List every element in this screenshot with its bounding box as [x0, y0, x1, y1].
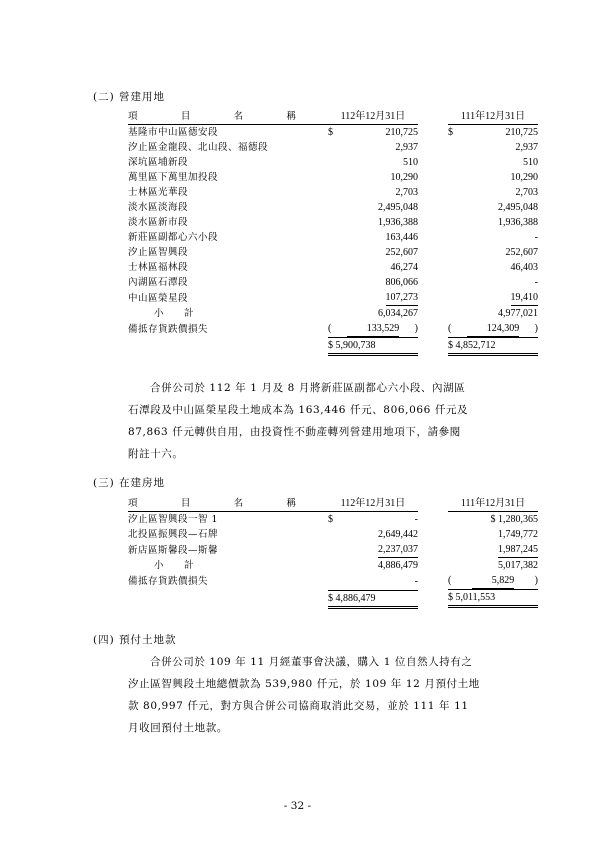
- paragraph-line: 附註十六。: [128, 448, 184, 460]
- value-2022: 2,703: [515, 187, 538, 198]
- value-2023: 252,607: [385, 247, 418, 258]
- table-row: [128, 290, 538, 306]
- allowance-2022: 124,309: [467, 321, 520, 337]
- value-2022: 1,936,388: [498, 217, 538, 228]
- row-label: 北投區振興段—石牌: [128, 529, 219, 540]
- table-row: 汐止區智興段一智 1 $ - $ 1,280,365: [128, 512, 538, 528]
- prepayment-note: [128, 651, 538, 739]
- section-2-title: (二) 營建用地: [93, 91, 166, 103]
- value-2023: 1,936,388: [378, 217, 418, 228]
- table-row: [128, 140, 538, 155]
- subtotal-label: 小 計: [154, 560, 195, 571]
- table-row: [128, 260, 538, 275]
- col-2023-header: 112年12月31日: [328, 495, 418, 512]
- table-header: [128, 495, 538, 512]
- page-number: - 32 -: [283, 800, 312, 812]
- value-2023: -: [414, 514, 418, 525]
- table-header: [128, 108, 538, 125]
- total-2022: $ 5,011,553: [448, 590, 538, 608]
- table-row: 基隆市中山區德安段 $ 210,725 $ 210,725: [128, 125, 538, 141]
- subtotal-2023: 6,034,267: [378, 308, 418, 319]
- section-3-title: (三) 在建房地: [93, 477, 166, 489]
- row-label: 內湖區石潭段: [128, 277, 189, 288]
- row-label: 新莊區副都心六小段: [128, 232, 219, 243]
- row-label: 新店區斯馨段—斯馨: [128, 544, 219, 556]
- allowance-2022: 5,829: [472, 573, 515, 589]
- table-row: [128, 245, 538, 260]
- value-2022: -: [534, 277, 538, 288]
- paragraph-line: 石潭段及中山區榮星段土地成本為 163,446 仟元、806,066 仟元及: [128, 404, 469, 416]
- allowance-2023: -: [414, 575, 418, 587]
- subtotal-row: [128, 558, 538, 573]
- item-name-header: 項 目 名 稱: [128, 108, 298, 125]
- paragraph-line: 月收回預付土地款。: [128, 722, 228, 734]
- paragraph-line: 款 80,997 仟元，對方與合併公司協商取消此交易，並於 111 年 11: [128, 700, 469, 712]
- total-2022: $ 4,852,712: [448, 338, 538, 356]
- buildings-under-construction-table: [128, 495, 538, 609]
- value-2023: 10,290: [390, 172, 418, 183]
- subtotal-label: 小 計: [154, 308, 195, 319]
- value-2022: 46,403: [510, 262, 538, 273]
- row-label: 汐止區金龍段、北山段、福德段: [128, 142, 269, 153]
- table-row: [128, 542, 538, 558]
- row-label: 汐止區智興段: [128, 247, 189, 258]
- value-2022: 1,749,772: [498, 529, 538, 540]
- col-2022-header: 111年12月31日: [448, 108, 538, 125]
- table-row: [128, 185, 538, 200]
- allowance-label: 備抵存貨跌價損失: [128, 324, 209, 335]
- table-row: [128, 200, 538, 215]
- construction-land-table: [128, 108, 538, 356]
- row-label: 中山區榮星段: [128, 292, 189, 304]
- value-2022: 2,495,048: [498, 202, 538, 213]
- item-name-header: 項 目 名 稱: [128, 495, 298, 512]
- subtotal-2022: 5,017,382: [498, 560, 538, 571]
- allowance-row: 備抵存貨跌價損失 ( 133,529 ) ( 124,309 ): [128, 321, 538, 338]
- transfer-note: [128, 377, 538, 465]
- value-2023: 2,237,037: [378, 542, 418, 558]
- value-2022: -: [534, 232, 538, 243]
- table-row: [128, 215, 538, 230]
- total-row: [128, 590, 538, 609]
- col-2023-header: 112年12月31日: [328, 108, 418, 125]
- row-label: 汐止區智興段一智 1: [128, 514, 219, 525]
- subtotal-row: [128, 306, 538, 321]
- row-label: 淡水區淡海段: [128, 202, 189, 213]
- table-row: [128, 230, 538, 245]
- table-row: [128, 170, 538, 185]
- table-row: [128, 275, 538, 290]
- row-label: 基隆市中山區德安段: [128, 127, 219, 138]
- subtotal-2022: 4,977,021: [498, 308, 538, 319]
- total-2023: $ 4,886,479: [328, 591, 418, 609]
- subtotal-2023: 4,886,479: [378, 560, 418, 571]
- value-2023: 46,274: [390, 262, 418, 273]
- value-2023: 2,937: [395, 142, 418, 153]
- row-label: 深坑區埔新段: [128, 157, 189, 168]
- section-4-title: (四) 預付土地款: [93, 634, 177, 646]
- value-2023: 510: [403, 157, 418, 168]
- value-2023: 163,446: [385, 232, 418, 243]
- total-row: [128, 338, 538, 356]
- paragraph-line: 汐止區智興段土地總價款為 539,980 仟元，於 109 年 12 月預付土地: [128, 678, 480, 690]
- allowance-row: 備抵存貨跌價損失 - ( 5,829 ): [128, 573, 538, 590]
- value-2022: 10,290: [510, 172, 538, 183]
- value-2022: $ 1,280,365: [490, 514, 538, 525]
- allowance-label: 備抵存貨跌價損失: [128, 576, 209, 587]
- value-2023: 210,725: [385, 127, 418, 138]
- paragraph-line: 合併公司於 112 年 1 月及 8 月將新莊區副都心六小段、內湖區: [150, 382, 466, 394]
- row-label: 士林區福林段: [128, 262, 189, 273]
- col-2022-header: 111年12月31日: [448, 495, 538, 512]
- value-2022: 210,725: [505, 127, 538, 138]
- value-2022: 2,937: [515, 142, 538, 153]
- paragraph-line: 87,863 仟元轉供自用，由投資性不動產轉列營建用地項下，請參閱: [128, 426, 461, 438]
- value-2022: 1,987,245: [498, 542, 538, 558]
- value-2023: 107,273: [386, 290, 419, 306]
- row-label: 士林區光華段: [128, 187, 189, 198]
- value-2022: 19,410: [511, 290, 539, 306]
- paragraph-line: 合併公司於 109 年 11 月經董事會決議，購入 1 位自然人持有之: [150, 656, 473, 668]
- value-2023: 2,649,442: [378, 529, 418, 540]
- value-2023: 2,495,048: [378, 202, 418, 213]
- table-row: [128, 155, 538, 170]
- row-label: 淡水區新市段: [128, 217, 189, 228]
- total-2023: $ 5,900,738: [328, 338, 418, 356]
- value-2022: 510: [523, 157, 538, 168]
- value-2023: 2,703: [395, 187, 418, 198]
- row-label: 萬里區下萬里加投段: [128, 172, 219, 183]
- allowance-2023: 133,529: [347, 321, 400, 337]
- value-2023: 806,066: [385, 277, 418, 288]
- value-2022: 252,607: [505, 247, 538, 258]
- table-row: [128, 527, 538, 542]
